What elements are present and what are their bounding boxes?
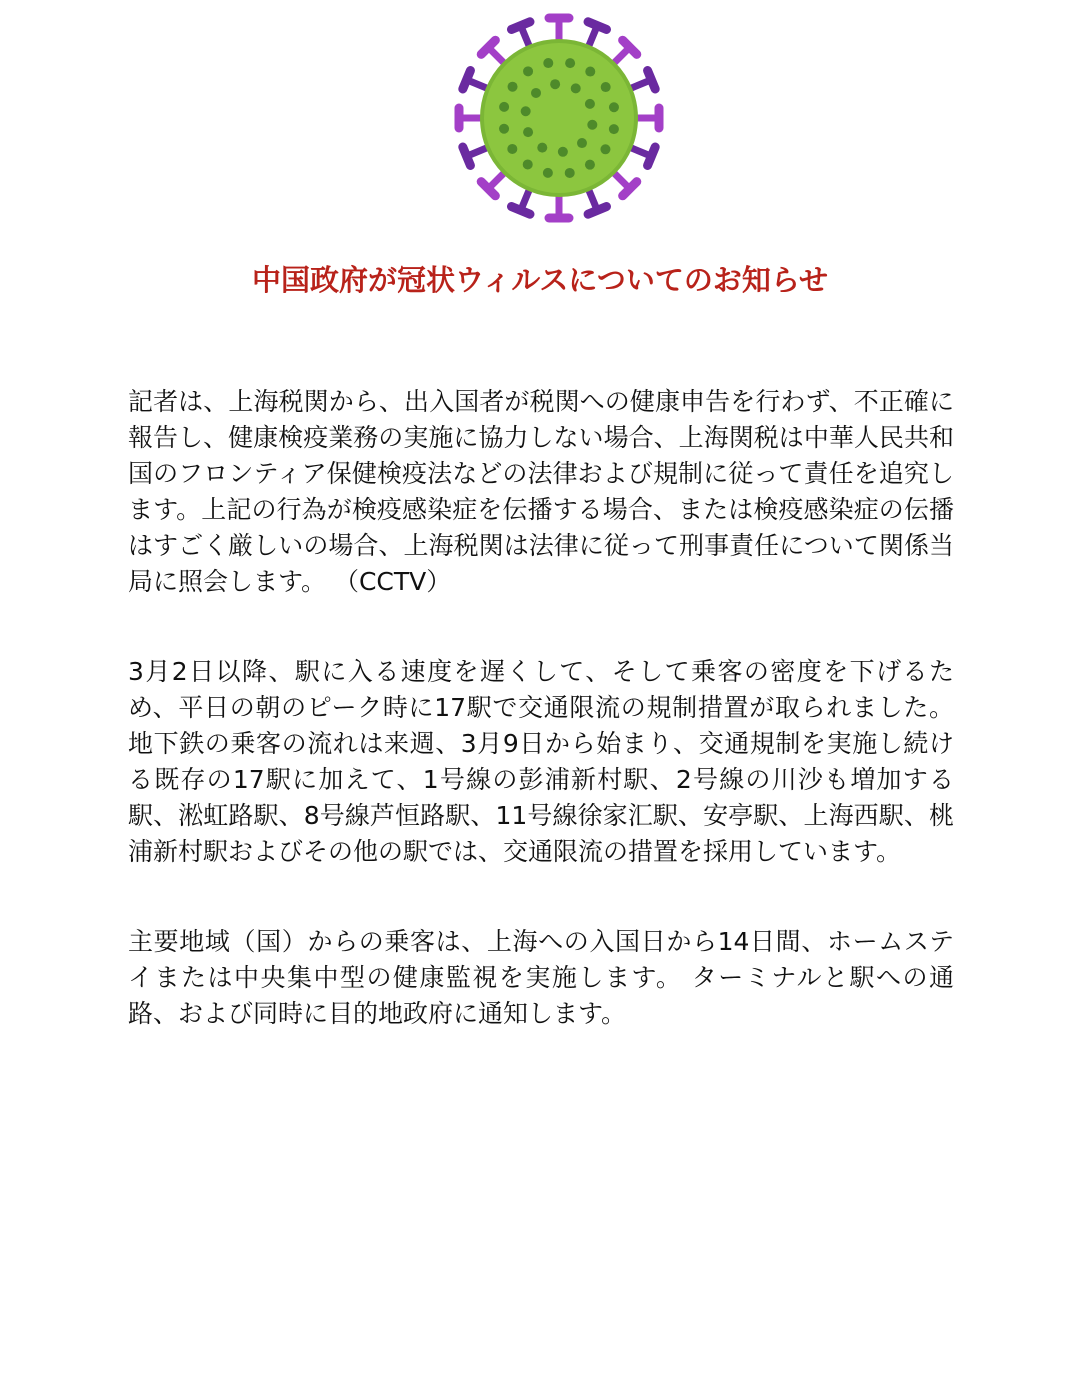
virus-dot (523, 127, 533, 137)
virus-dot (521, 106, 531, 116)
virus-dot (571, 83, 581, 93)
virus-dot (543, 168, 553, 178)
paragraph-metro: 3月2日以降、駅に入る速度を遅くして、そして乗客の密度を下げるため、平日の朝のピーク時に17駅で交通限流の規制措置が取られました。 地下鉄の乗客の流れは来週、3月9日から始まり、交通規制を実施し続ける既存の17駅に加えて、1号線の彭浦新村駅、2号線の川沙も増加する 駅、淞虹路駅、8号線芦恒路駅、11号線徐家汇駅、安亭駅、上海西駅、桃浦新村駅およびその他の駅では、交通限流の措置を採用しています。 (128, 657, 954, 866)
virus-dot (537, 143, 547, 153)
virus-spike-cap (511, 22, 529, 30)
virus-spike-cap (648, 147, 656, 165)
virus-spike-cap (588, 207, 606, 215)
virus-illustration (441, 0, 677, 236)
virus-dot (531, 88, 541, 98)
virus-dot (523, 159, 533, 169)
virus-dot (499, 124, 509, 134)
virus-dot (601, 82, 611, 92)
virus-dot (543, 58, 553, 68)
virus-dot (587, 120, 597, 130)
virus-dot (565, 58, 575, 68)
virus-dot (565, 168, 575, 178)
virus-spike-cap (648, 70, 656, 88)
virus-dot (558, 147, 568, 157)
virus-dot (585, 99, 595, 109)
virus-dot (499, 102, 509, 112)
virus-dot (550, 79, 560, 89)
virus-spike-cap (511, 207, 529, 215)
virus-spike-cap (588, 22, 606, 30)
virus-dot (508, 82, 518, 92)
virus-dot (609, 102, 619, 112)
paragraph-quarantine: 主要地域（国）からの乗客は、上海への入国日から14日間、ホームステイまたは中央集中型の健康監視を実施します。 ターミナルと駅への通路、および同時に目的地政府に通知します。 (128, 927, 954, 1028)
virus-spike-cap (463, 70, 471, 88)
virus-dot (523, 66, 533, 76)
virus-dot (585, 160, 595, 170)
virus-dot (600, 144, 610, 154)
virus-dot (609, 124, 619, 134)
article-body (128, 384, 954, 1032)
virus-icon (441, 0, 677, 236)
virus-dot (507, 144, 517, 154)
virus-dot (585, 67, 595, 77)
virus-dot (577, 138, 587, 148)
page-title: 中国政府が冠状ウィルスについてのお知らせ (252, 263, 828, 297)
paragraph-customs: 記者は、上海税関から、出入国者が税関への健康申告を行わず、不正確に報告し、健康検疫業務の実施に協力しない場合、上海関税は中華人民共和国のフロンティア保健検疫法などの法律および規制に従って責任を追究します。上記の行為が検疫感染症を伝播する場合、または検疫感染症の伝播はすごく厳しいの場合、上海税関は法律に従って刑事責任について関係当局に照会します。 （CCTV） (128, 387, 954, 596)
virus-spike-cap (463, 147, 471, 165)
